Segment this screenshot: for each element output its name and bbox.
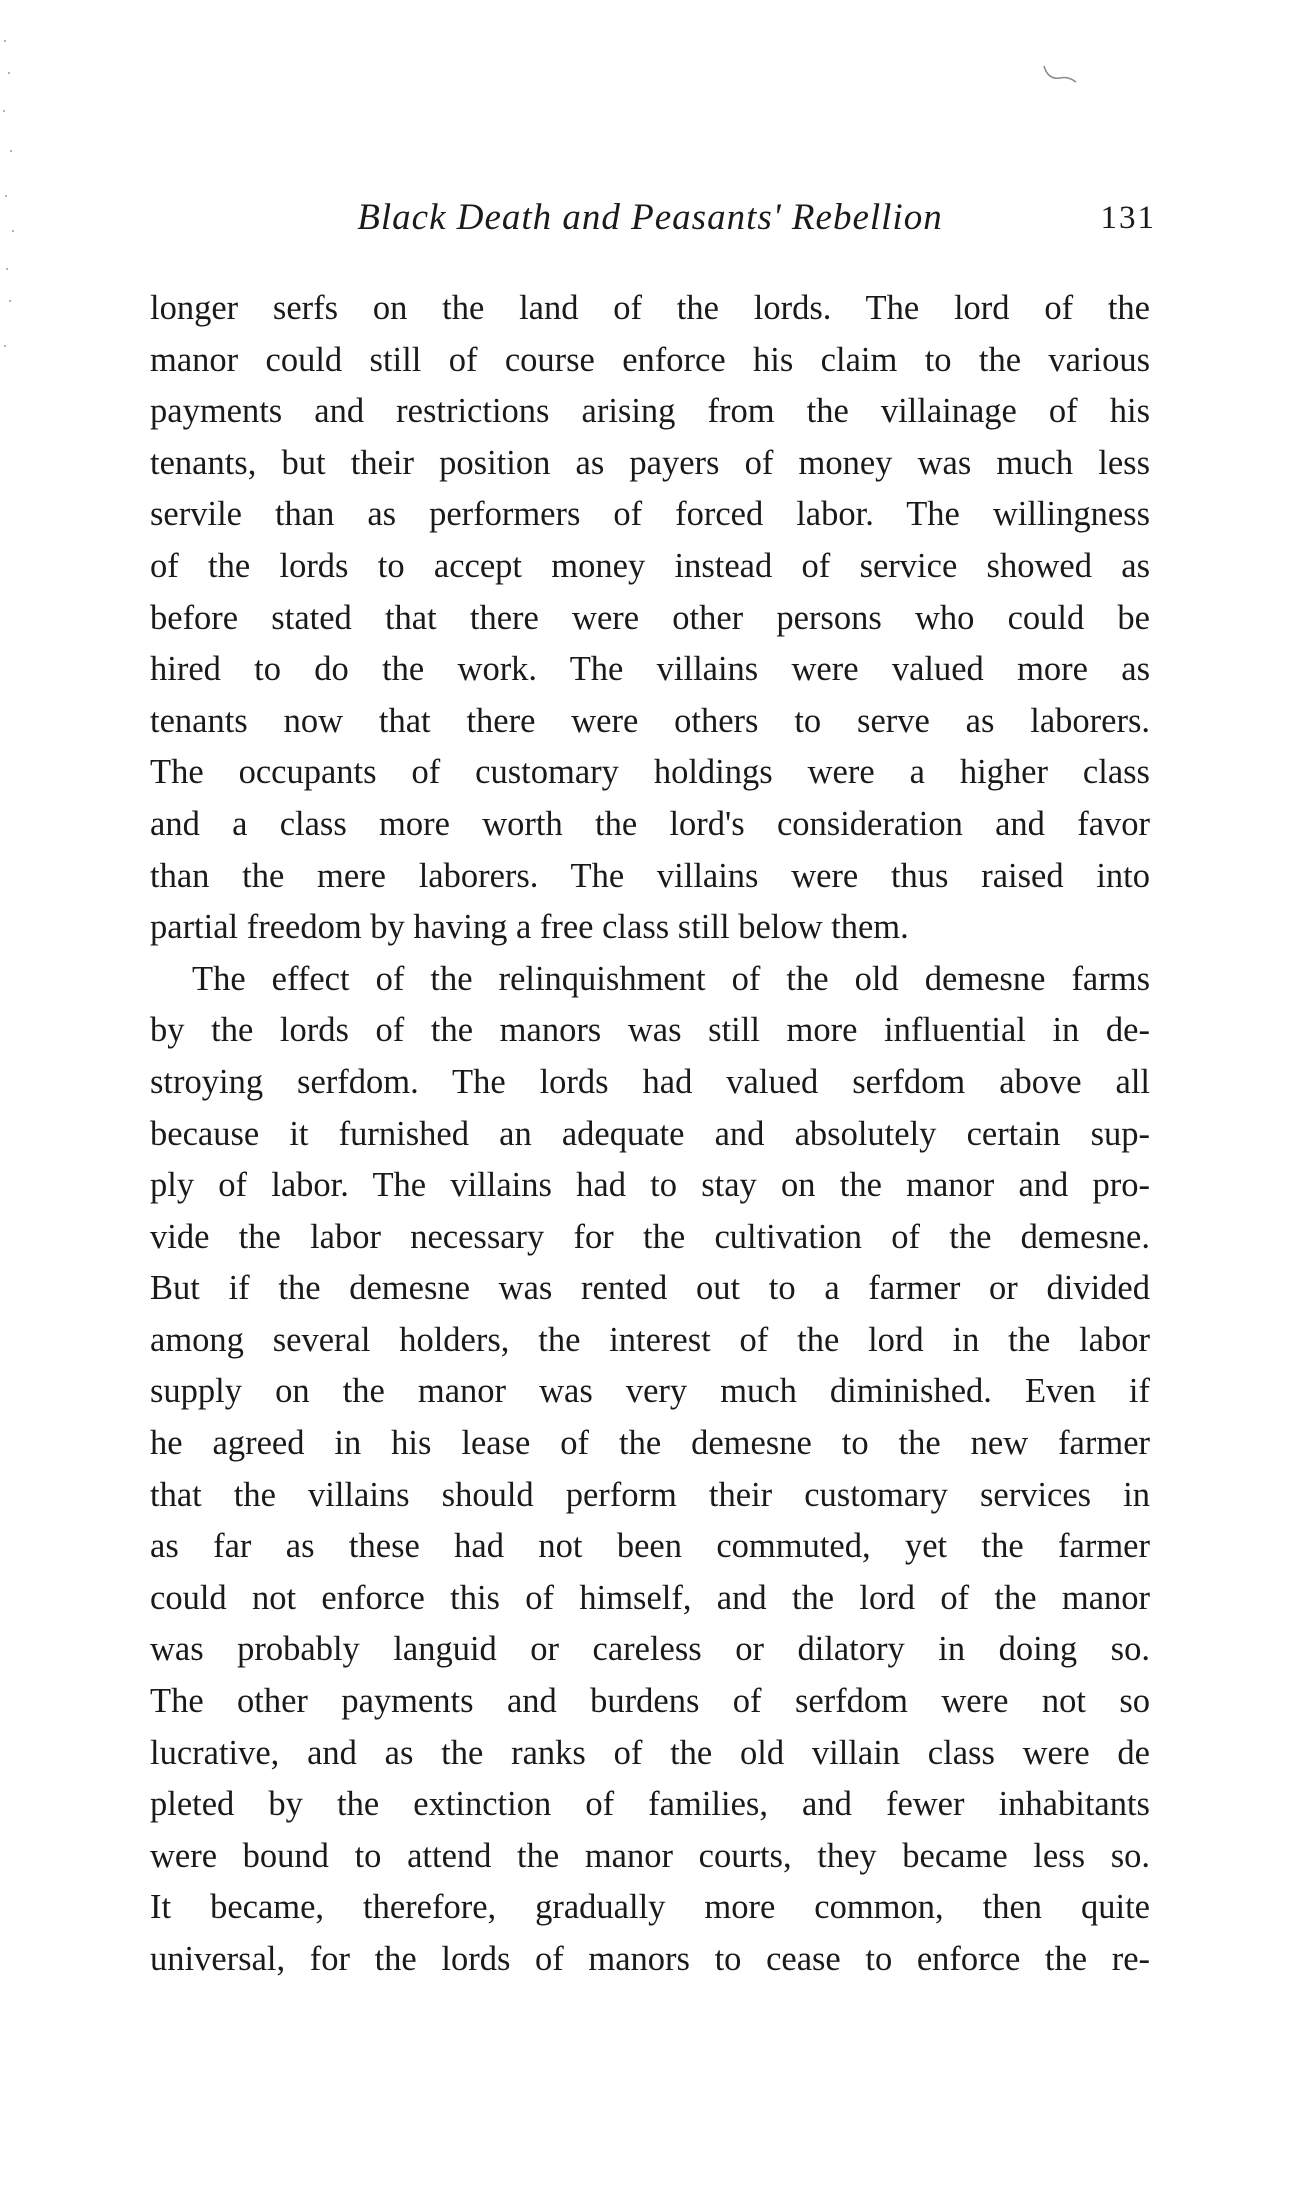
text-line: before stated that there were other persons who could be <box>150 598 1150 637</box>
text-line: as far as these had not been commuted, yet the farmer <box>150 1527 1150 1566</box>
text-line: longer serfs on the land of the lords. The lord of the <box>150 289 1150 327</box>
text-line: lucrative, and as the ranks of the old villain class were de <box>150 1733 1150 1772</box>
text-line: manor could still of course enforce his claim to the various <box>150 340 1150 379</box>
text-line: hired to do the work. The villains were valued more as <box>150 650 1150 689</box>
text-line: It became, therefore, gradually more common, then quite <box>150 1888 1150 1927</box>
text-line: But if the demesne was rented out to a farmer or divided <box>150 1269 1150 1308</box>
text-line: vide the labor necessary for the cultivation of the demesne. <box>150 1217 1150 1256</box>
text-line: he agreed in his lease of the demesne to the new farmer <box>150 1424 1150 1463</box>
page-number: 131 <box>1100 200 1156 236</box>
text-line: stroying serfdom. The lords had valued serfdom above all <box>150 1062 1150 1101</box>
text-line: supply on the manor was very much diminished. Even if <box>150 1372 1150 1411</box>
text-line: were bound to attend the manor courts, they became less so. <box>150 1836 1150 1875</box>
text-line: that the villains should perform their customary services in <box>150 1475 1150 1514</box>
body-text <box>150 283 1150 1986</box>
text-line: ply of labor. The villains had to stay on the manor and pro- <box>150 1166 1150 1205</box>
text-line: The effect of the relinquishment of the old demesne farms <box>192 959 1150 998</box>
text-line: because it furnished an adequate and absolutely certain sup- <box>150 1114 1150 1153</box>
scan-margin-specks <box>0 0 20 400</box>
text-line: could not enforce this of himself, and the lord of the manor <box>150 1578 1150 1617</box>
text-line: The occupants of customary holdings were a higher class <box>150 753 1150 792</box>
page-header <box>150 196 1156 246</box>
text-line: tenants, but their position as payers of money was much less <box>150 443 1150 482</box>
pencil-mark <box>1040 62 1080 86</box>
text-line: tenants now that there were others to serve as laborers. <box>150 701 1150 740</box>
text-line: servile than as performers of forced labor. The willingness <box>150 495 1150 534</box>
text-line: and a class more worth the lord's consideration and favor <box>150 804 1150 843</box>
text-line: by the lords of the manors was still more influential in de- <box>150 1011 1150 1050</box>
text-line: was probably languid or careless or dilatory in doing so. <box>150 1630 1150 1669</box>
text-line: universal, for the lords of manors to cease to enforce the re- <box>150 1940 1150 1978</box>
text-line: The other payments and burdens of serfdom were not so <box>150 1682 1150 1721</box>
text-line: of the lords to accept money instead of service showed as <box>150 546 1150 585</box>
running-title: Black Death and Peasants' Rebellion <box>357 197 943 238</box>
text-line: payments and restrictions arising from the villainage of his <box>150 392 1150 431</box>
text-line: pleted by the extinction of families, and fewer inhabitants <box>150 1785 1150 1824</box>
text-line: partial freedom by having a free class still below them. <box>150 908 909 947</box>
text-line: among several holders, the interest of the lord in the labor <box>150 1320 1150 1359</box>
text-line: than the mere laborers. The villains were thus raised into <box>150 856 1150 895</box>
